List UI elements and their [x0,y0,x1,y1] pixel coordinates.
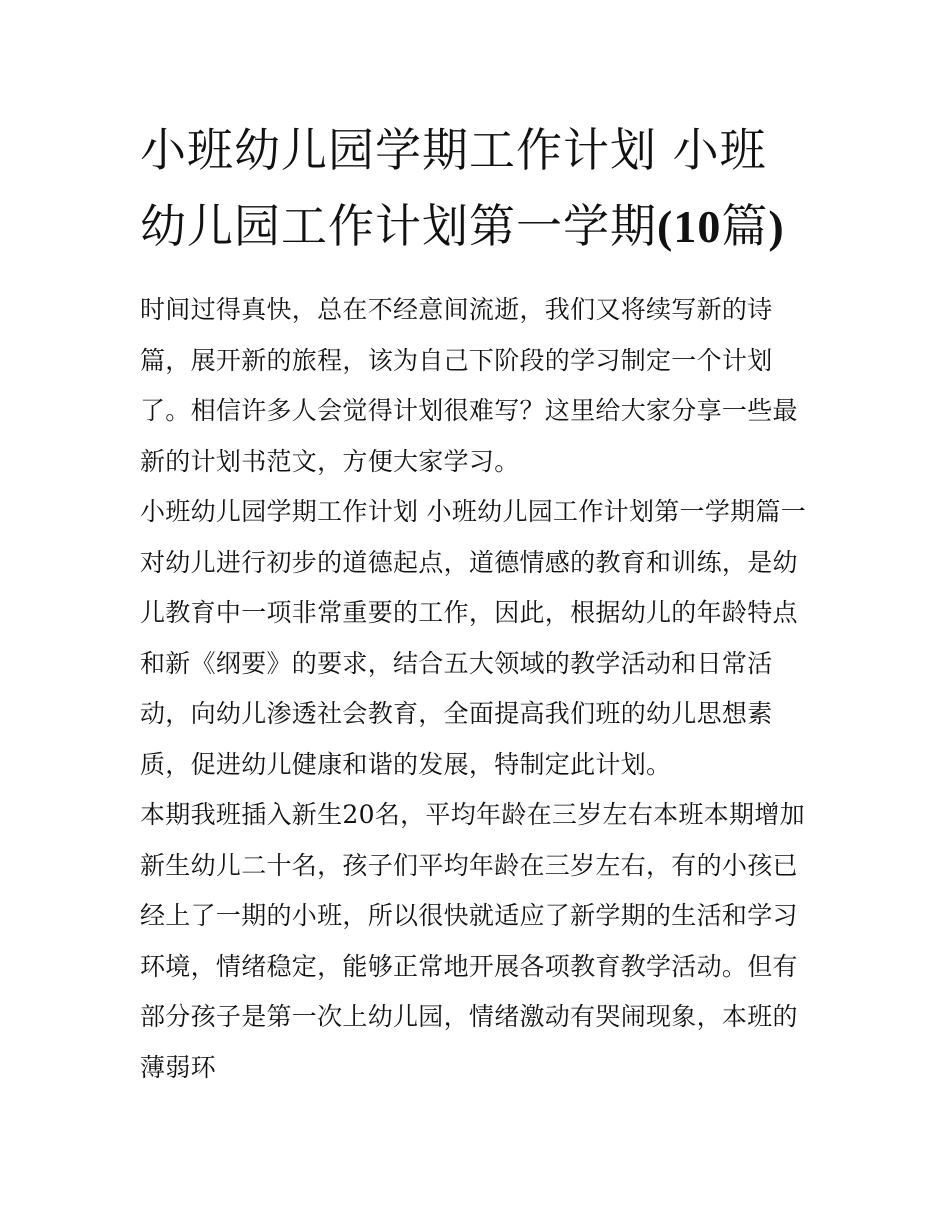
document-title: 小班幼儿园学期工作计划 小班幼儿园工作计划第一学期(10篇) [140,123,785,253]
section-heading: 小班幼儿园学期工作计划 小班幼儿园工作计划第一学期篇一 [140,497,807,526]
body-paragraph: 本期我班插入新生20名，平均年龄在三岁左右本班本期增加新生幼儿二十名，孩子们平均年龄在三岁左右，有的小孩已经上了一期的小班，所以很快就适应了新学期的生活和学习环境，情绪稳定，能够正常地开展各项教育教学活动。但有部分孩子是第一次上幼儿园，情绪激动有哭闹现象，本班的薄弱环 [140,800,805,1082]
intro-paragraph: 时间过得真快，总在不经意间流逝，我们又将续写新的诗篇，展开新的旅程，该为自己下阶段的学习制定一个计划了。相信许多人会觉得计划很难写？这里给大家分享一些最新的计划书范文，方便大家学习。 [140,295,798,476]
document-body [140,285,812,1093]
document-content [140,112,812,1093]
body-paragraph: 对幼儿进行初步的道德起点，道德情感的教育和训练，是幼儿教育中一项非常重要的工作，因此，根据幼儿的年龄特点和新《纲要》的要求，结合五大领域的教学活动和日常活动，向幼儿渗透社会教育，全面提高我们班的幼儿思想素质，促进幼儿健康和谐的发展，特制定此计划。 [140,547,798,779]
